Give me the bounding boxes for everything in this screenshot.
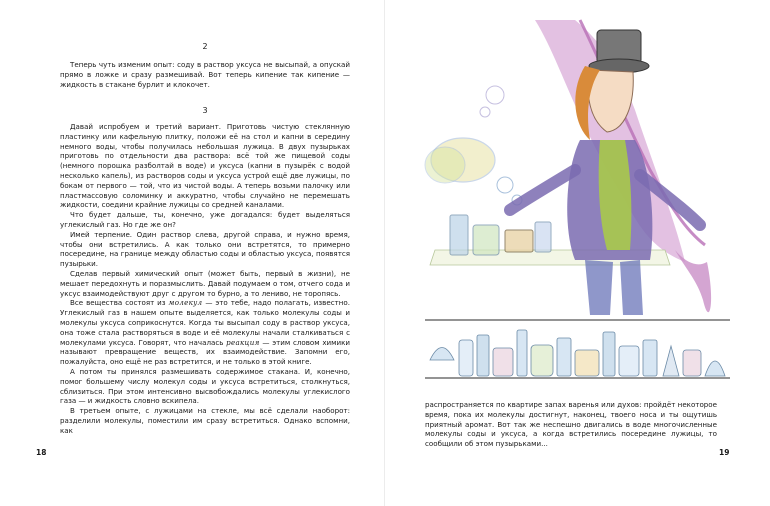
trousers [585,260,643,315]
section-3-text [60,122,350,436]
paragraph: распространяется по квартире запах варенья или духов: пройдёт некоторое время, пока их молекулы достигнут, наконец, твоего носа и ты ощутишь приятный аромат. Вот так же неспешно двигались в воде многочисленные молекулы соды и уксуса, а когда встретились посередине лужицы, то сообщили об этом пузырьками... [425,400,717,449]
paragraph: Теперь чуть изменим опыт: соду в раствор уксуса не высыпай, а опускай прямо в ложке и сразу размешивай. Вот теперь кипение так кипение — жидкость в стакане бурлит и клокочет. [60,60,350,89]
right-page [385,0,770,506]
paragraph: Что будет дальше, ты, конечно, уже догадался: будет выделяться углекислый газ. Но где же он? [60,210,350,229]
term-molecules: молекул [168,298,203,308]
plate [505,230,533,252]
glassware-row [430,330,725,376]
paragraph: А потом ты принялся размешивать содержимое стакана. И, конечно, помог большему числу молекул соды и уксуса встретиться, столкнуться, сблизиться. При этом интенсивно высвобождались молекулы углекислого газа — и жидкость словно вскипела. [60,366,350,406]
text-span: — это тебе, надо полагать, известно. Углекислый газ в нашем опыте выделяется, как только молекулы соды и молекулы уксуса соприкоснутся. Когда ты высыпал соду в раствор уксуса, она тоже стала растворяться в воде и её молекулы начали сталкиваться с молекулами уксуса. Говорят, что началась [60,298,350,347]
page-number-right: 19 [719,448,730,457]
section-number-3: 3 [202,106,208,115]
right-page-text [425,400,717,449]
page-number-left: 18 [36,448,47,457]
bubble [480,107,490,117]
bubble [425,147,465,183]
bottle [450,215,468,255]
bubble [497,177,513,193]
section-2-text [60,60,350,89]
term-reaction: реакция [226,337,260,347]
paragraph: Давай испробуем и третий вариант. Приготовь чистую стеклянную пластинку или кафельную плитку, положи её на стол и капни в середину немного воды, чтобы получилась небольшая лужица. В двух пузырьках приготовь по отдельности два раствора: всё той же пищевой соды (немного порошка разболтай в воде) и уксуса (капни в пузырёк с водой несколько капель), из растворов соды и уксуса устрой ещё две лужицы, по бокам от первого — той, что из чистой воды. А теперь возьми палочку или пластмассовую соломинку и аккуратно, чтобы случайно не перемешать жидкости, соедини крайние лужицы со средней каналами. [60,122,350,210]
paragraph [60,298,350,367]
text-span: Все вещества состоят из [70,298,169,308]
paragraph: Имей терпение. Один раствор слева, другой справа, и нужно время, чтобы они встретились. А как только они встретятся, то примерно посередине, на границе между областью соды и областью уксуса, появятся пузырьки. [60,229,350,269]
paragraph: В третьем опыте, с лужицами на стекле, мы всё сделали наоборот: разделили молекулы, поместили им сразу встретиться. Однако вспомни, как [60,406,350,435]
bottle [535,222,551,252]
jar [473,225,499,255]
chemist-illustration [385,0,770,390]
paragraph: Сделав первый химический опыт (может быть, первый в жизни), не мешает передохнуть и поразмыслить. Давай подумаем о том, отчего сода и уксус взаимодействуют друг с другом то бурно, а то лениво, не торопясь. [60,268,350,298]
vest [599,140,632,250]
text-span: — этим словом химики называют превращение веществ, их взаимодействие. Запомни его, пожалуйста, оно ещё не раз встретится, и не только в этой книге. [60,337,350,367]
section-number-2: 2 [202,42,208,51]
bubble [486,86,504,104]
arm [510,170,575,210]
